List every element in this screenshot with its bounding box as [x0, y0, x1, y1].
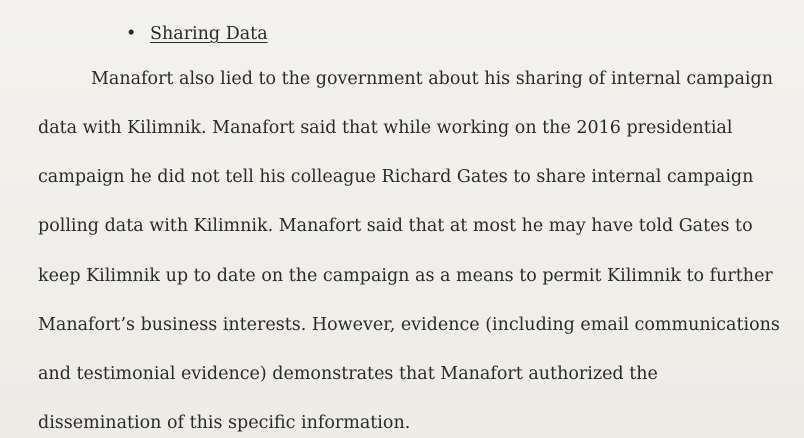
paragraph-line: Manafort’s business interests. However, evidence (including email communications [38, 315, 780, 335]
section-heading-row [126, 18, 268, 50]
paragraph-line: campaign he did not tell his colleague Richard Gates to share internal campaign [38, 167, 754, 187]
paragraph-line: keep Kilimnik up to date on the campaign as a means to permit Kilimnik to further [38, 266, 773, 286]
section-heading: Sharing Data [150, 24, 268, 44]
paragraph-line: polling data with Kilimnik. Manafort said that at most he may have told Gates to [38, 216, 753, 236]
bullet-icon: • [126, 24, 137, 44]
paragraph-line: dissemination of this specific information. [38, 413, 411, 433]
paragraph-line: Manafort also lied to the government about his sharing of internal campaign [91, 69, 773, 89]
paragraph-line: data with Kilimnik. Manafort said that while working on the 2016 presidential [38, 118, 733, 138]
paragraph-line: and testimonial evidence) demonstrates that Manafort authorized the [38, 364, 658, 384]
